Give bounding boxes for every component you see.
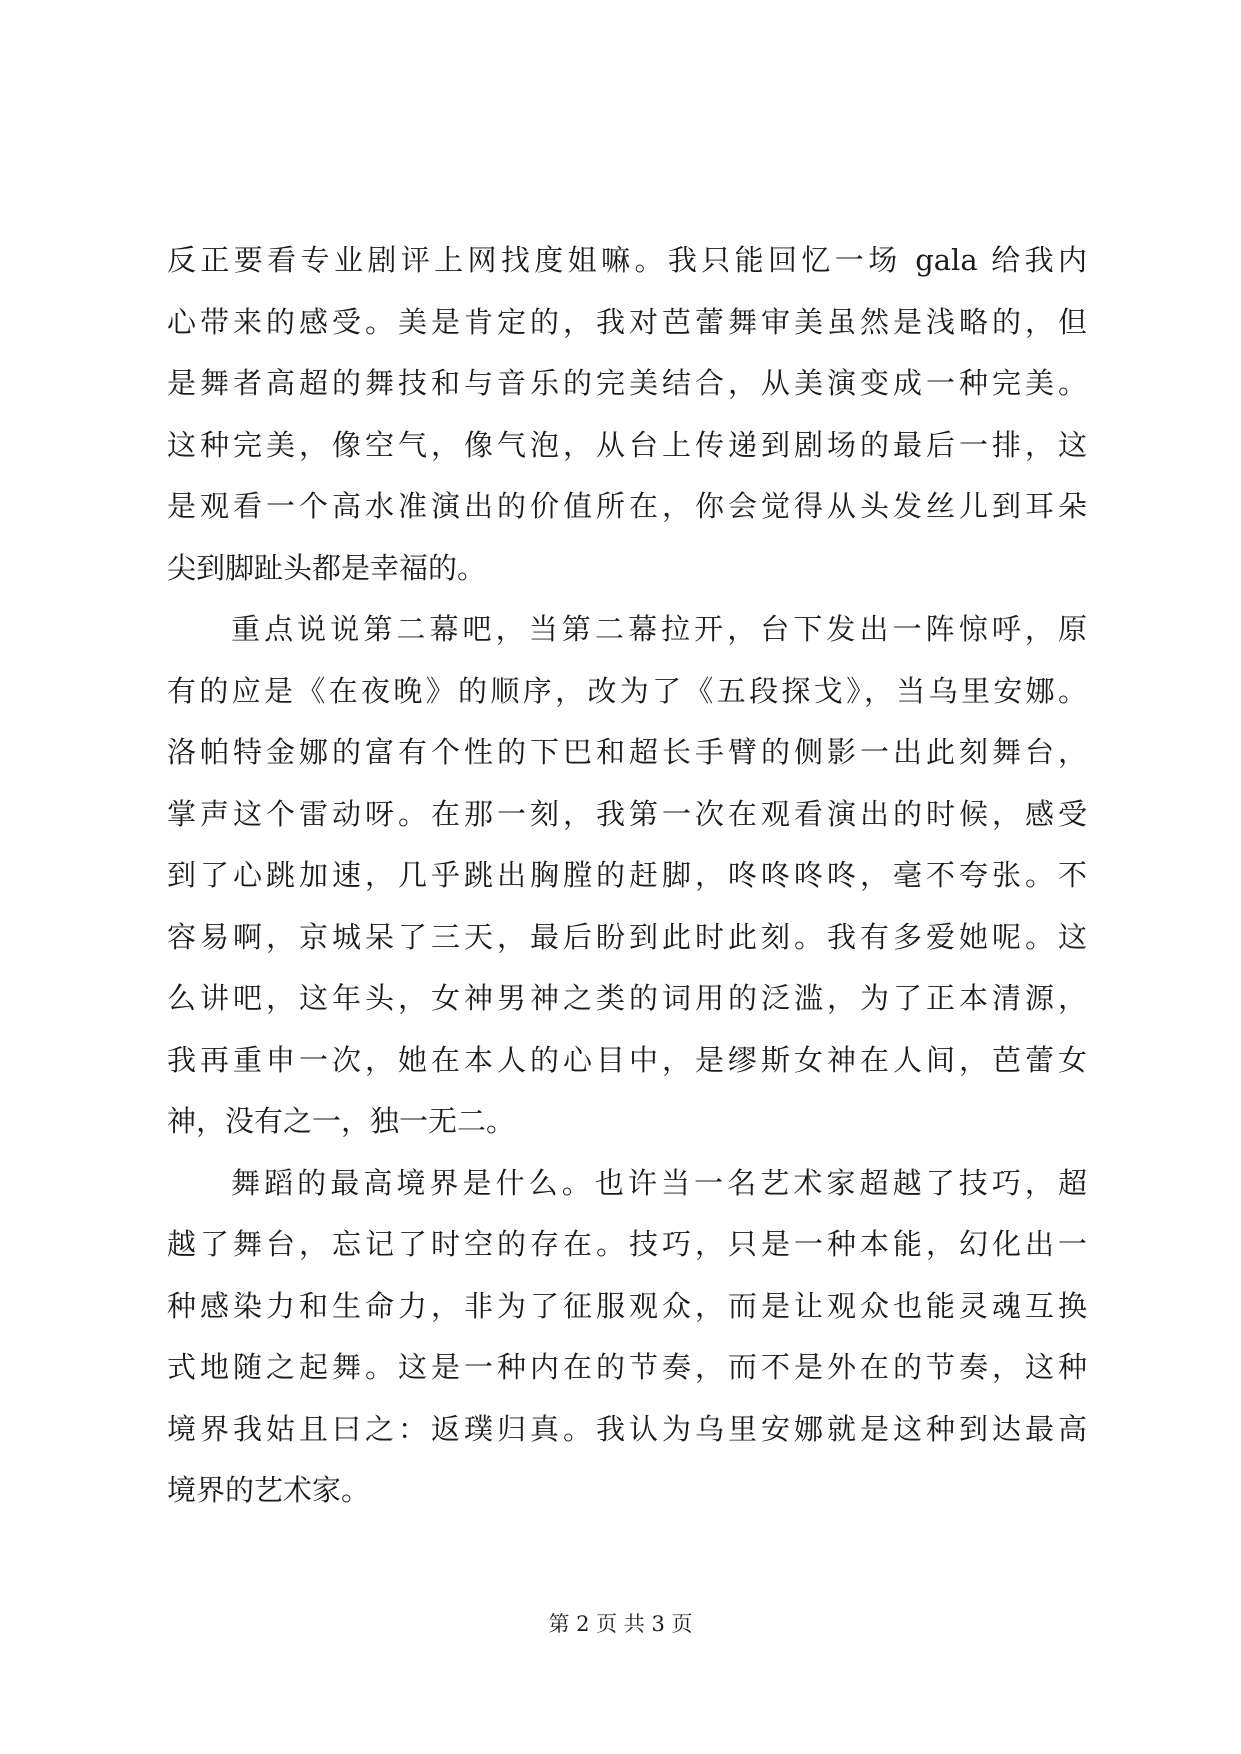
text-line: 是观看一个高水准演出的价值所在，你会觉得从头发丝儿到耳朵 <box>167 489 1087 523</box>
text-line: 越了舞台，忘记了时空的存在。技巧，只是一种本能，幻化出一 <box>167 1227 1087 1261</box>
text-line: 境界我姑且曰之：返璞归真。我认为乌里安娜就是这种到达最高 <box>167 1411 1087 1446</box>
page-number-footer: 第 2 页 共 3 页 <box>548 1612 693 1636</box>
text-line: 重点说说第二幕吧，当第二幕拉开，台下发出一阵惊呼，原 <box>231 612 1087 646</box>
text-line: 神，没有之一，独一无二。 <box>167 1104 516 1138</box>
text-line: 我再重申一次，她在本人的心目中，是缪斯女神在人间，芭蕾女 <box>167 1042 1087 1077</box>
text-line: 反正要看专业剧评上网找度姐嘛。我只能回忆一场 gala 给我内 <box>167 243 1087 277</box>
text-line: 到了心跳加速，几乎跳出胸膛的赶脚，咚咚咚咚，毫不夸张。不 <box>167 858 1087 892</box>
text-line: 洛帕特金娜的富有个性的下巴和超长手臂的侧影一出此刻舞台， <box>167 735 1087 769</box>
text-line: 式地随之起舞。这是一种内在的节奏，而不是外在的节奏，这种 <box>167 1350 1087 1384</box>
text-line: 种感染力和生命力，非为了征服观众，而是让观众也能灵魂互换 <box>167 1288 1087 1323</box>
paragraph-1 <box>167 230 1087 599</box>
text-line: 这种完美，像空气，像气泡，从台上传递到剧场的最后一排，这 <box>167 427 1087 462</box>
paragraph-3 <box>167 1153 1087 1522</box>
text-line: 舞蹈的最高境界是什么。也许当一名艺术家超越了技巧，超 <box>231 1165 1087 1200</box>
text-line: 掌声这个雷动呀。在那一刻，我第一次在观看演出的时候，感受 <box>167 796 1087 831</box>
text-line: 境界的艺术家。 <box>167 1473 371 1507</box>
text-line: 是舞者高超的舞技和与音乐的完美结合，从美演变成一种完美。 <box>167 366 1087 400</box>
text-line: 有的应是《在夜晚》的顺序，改为了《五段探戈》，当乌里安娜。 <box>167 673 1087 708</box>
text-line: 么讲吧，这年头，女神男神之类的词用的泛滥，为了正本清源， <box>167 981 1087 1015</box>
text-line: 容易啊，京城呆了三天，最后盼到此时此刻。我有多爱她呢。这 <box>167 919 1087 954</box>
body-text <box>167 230 1087 1522</box>
text-line: 心带来的感受。美是肯定的，我对芭蕾舞审美虽然是浅略的，但 <box>167 304 1087 339</box>
paragraph-2 <box>167 599 1087 1153</box>
text-line: 尖到脚趾头都是幸福的。 <box>167 550 487 585</box>
